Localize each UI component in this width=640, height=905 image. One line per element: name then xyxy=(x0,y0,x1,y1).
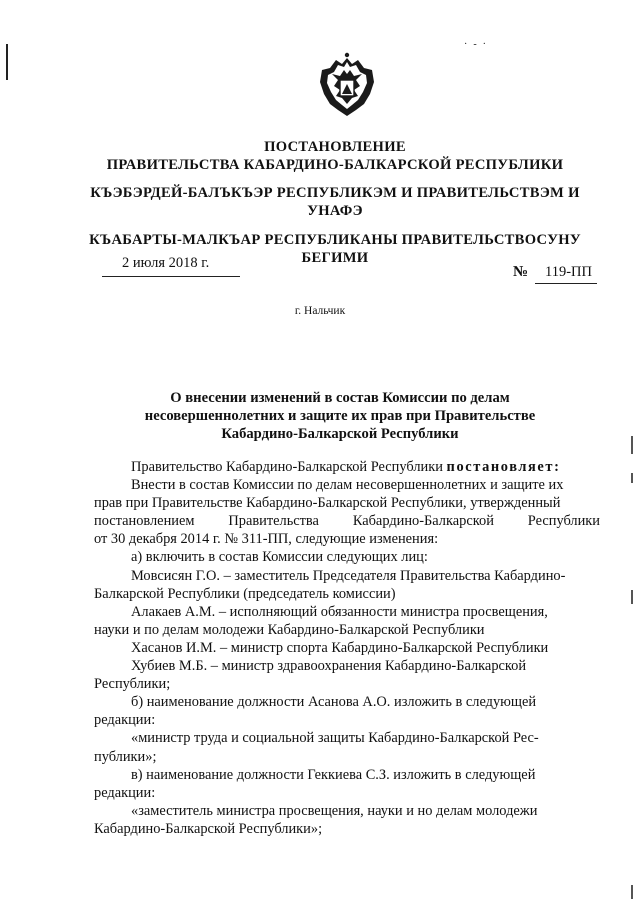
member-movsisyan-line2: Балкарской Республики (председатель комиссии) xyxy=(94,585,396,602)
word: Кабардино-Балкарской xyxy=(352,513,494,530)
member-khubiev-line1: Хубиев М.Б. – министр здравоохранения Кабардино-Балкарской xyxy=(131,658,527,675)
header-title: ПОСТАНОВЛЕНИЕ xyxy=(264,139,406,155)
item-b-line2: редакции: xyxy=(94,712,156,729)
title-line: несовершеннолетних и защите их прав при Правительстве xyxy=(144,408,536,424)
member-movsisyan-line1: Мовсисян Г.О. – заместитель Председателя Правительства Кабардино- xyxy=(131,567,566,584)
city-name: г. Нальчик xyxy=(294,305,346,317)
member-khasanov: Хасанов И.М. – министр спорта Кабардино-Балкарской Республики xyxy=(131,639,549,656)
member-alakaev-line2: науки и по делам молодежи Кабардино-Балкарской Республики xyxy=(94,621,485,638)
scan-edge-mark xyxy=(631,473,633,483)
item-v-quote-line1: «заместитель министра просвещения, науки и но делам молодежи xyxy=(131,802,538,819)
item-b-quote-line2: публики»; xyxy=(94,748,157,765)
body-line: от 30 декабря 2014 г. № 311-ПП, следующие изменения: xyxy=(94,531,439,548)
decree-word: постановляет: xyxy=(446,459,561,475)
title-line: О внесении изменений в состав Комиссии по делам xyxy=(170,390,510,406)
header-government: ПРАВИТЕЛЬСТВА КАБАРДИНО-БАЛКАРСКОЙ РЕСПУБЛИКИ xyxy=(106,157,564,173)
decree-date: 2 июля 2018 г. xyxy=(122,255,210,271)
date-underline xyxy=(102,276,240,277)
document-title xyxy=(110,389,570,443)
header-kabardian-line1: КЪЭБЭРДЕЙ-БАЛЪКЪЭР РЕСПУБЛИКЭМ И ПРАВИТЕЛЬСТВЭМ И xyxy=(90,185,580,201)
scan-edge-mark xyxy=(631,436,633,454)
body-line: Внести в состав Комиссии по делам несовершеннолетних и защите их xyxy=(131,477,564,494)
item-v-line1: в) наименование должности Геккиева С.З. изложить в следующей xyxy=(131,766,536,783)
scan-margin-mark xyxy=(6,44,8,80)
preamble-line xyxy=(94,458,600,476)
word: Республики xyxy=(527,513,600,530)
coat-of-arms-emblem xyxy=(316,50,378,120)
item-a: а) включить в состав Комиссии следующих лиц: xyxy=(131,549,428,566)
header-kabardian-line2: УНАФЭ xyxy=(307,203,363,219)
title-line: Кабардино-Балкарской Республики xyxy=(221,426,459,442)
item-v-line2: редакции: xyxy=(94,784,156,801)
document-body xyxy=(94,458,600,838)
scan-edge-mark xyxy=(631,885,633,899)
word: Правительства xyxy=(228,513,319,530)
item-v-quote-line2: Кабардино-Балкарской Республики»; xyxy=(94,820,323,837)
number-underline xyxy=(535,283,597,284)
decree-number: 119-ПП xyxy=(545,264,592,280)
body-line-justified xyxy=(94,512,600,530)
header-balkar-line1: КЪАБАРТЫ-МАЛКЪАР РЕСПУБЛИКАНЫ ПРАВИТЕЛЬСТВОСУНУ xyxy=(89,232,581,248)
scan-dots: ·-· xyxy=(464,39,492,50)
header-balkar-line2: БЕГИМИ xyxy=(301,250,369,266)
number-sign: № xyxy=(513,264,529,280)
item-b-quote-line1: «министр труда и социальной защиты Кабардино-Балкарской Рес- xyxy=(131,730,539,747)
item-b-line1: б) наименование должности Асанова А.О. изложить в следующей xyxy=(131,694,537,711)
body-line: прав при Правительстве Кабардино-Балкарской Республики, утвержденный xyxy=(94,495,561,512)
preamble-text: Правительство Кабардино-Балкарской Республики xyxy=(131,459,443,475)
scan-edge-mark xyxy=(631,590,633,604)
member-khubiev-line2: Республики; xyxy=(94,676,171,693)
member-alakaev-line1: Алакаев А.М. – исполняющий обязанности министра просвещения, xyxy=(131,603,548,620)
word: постановлением xyxy=(94,513,195,530)
